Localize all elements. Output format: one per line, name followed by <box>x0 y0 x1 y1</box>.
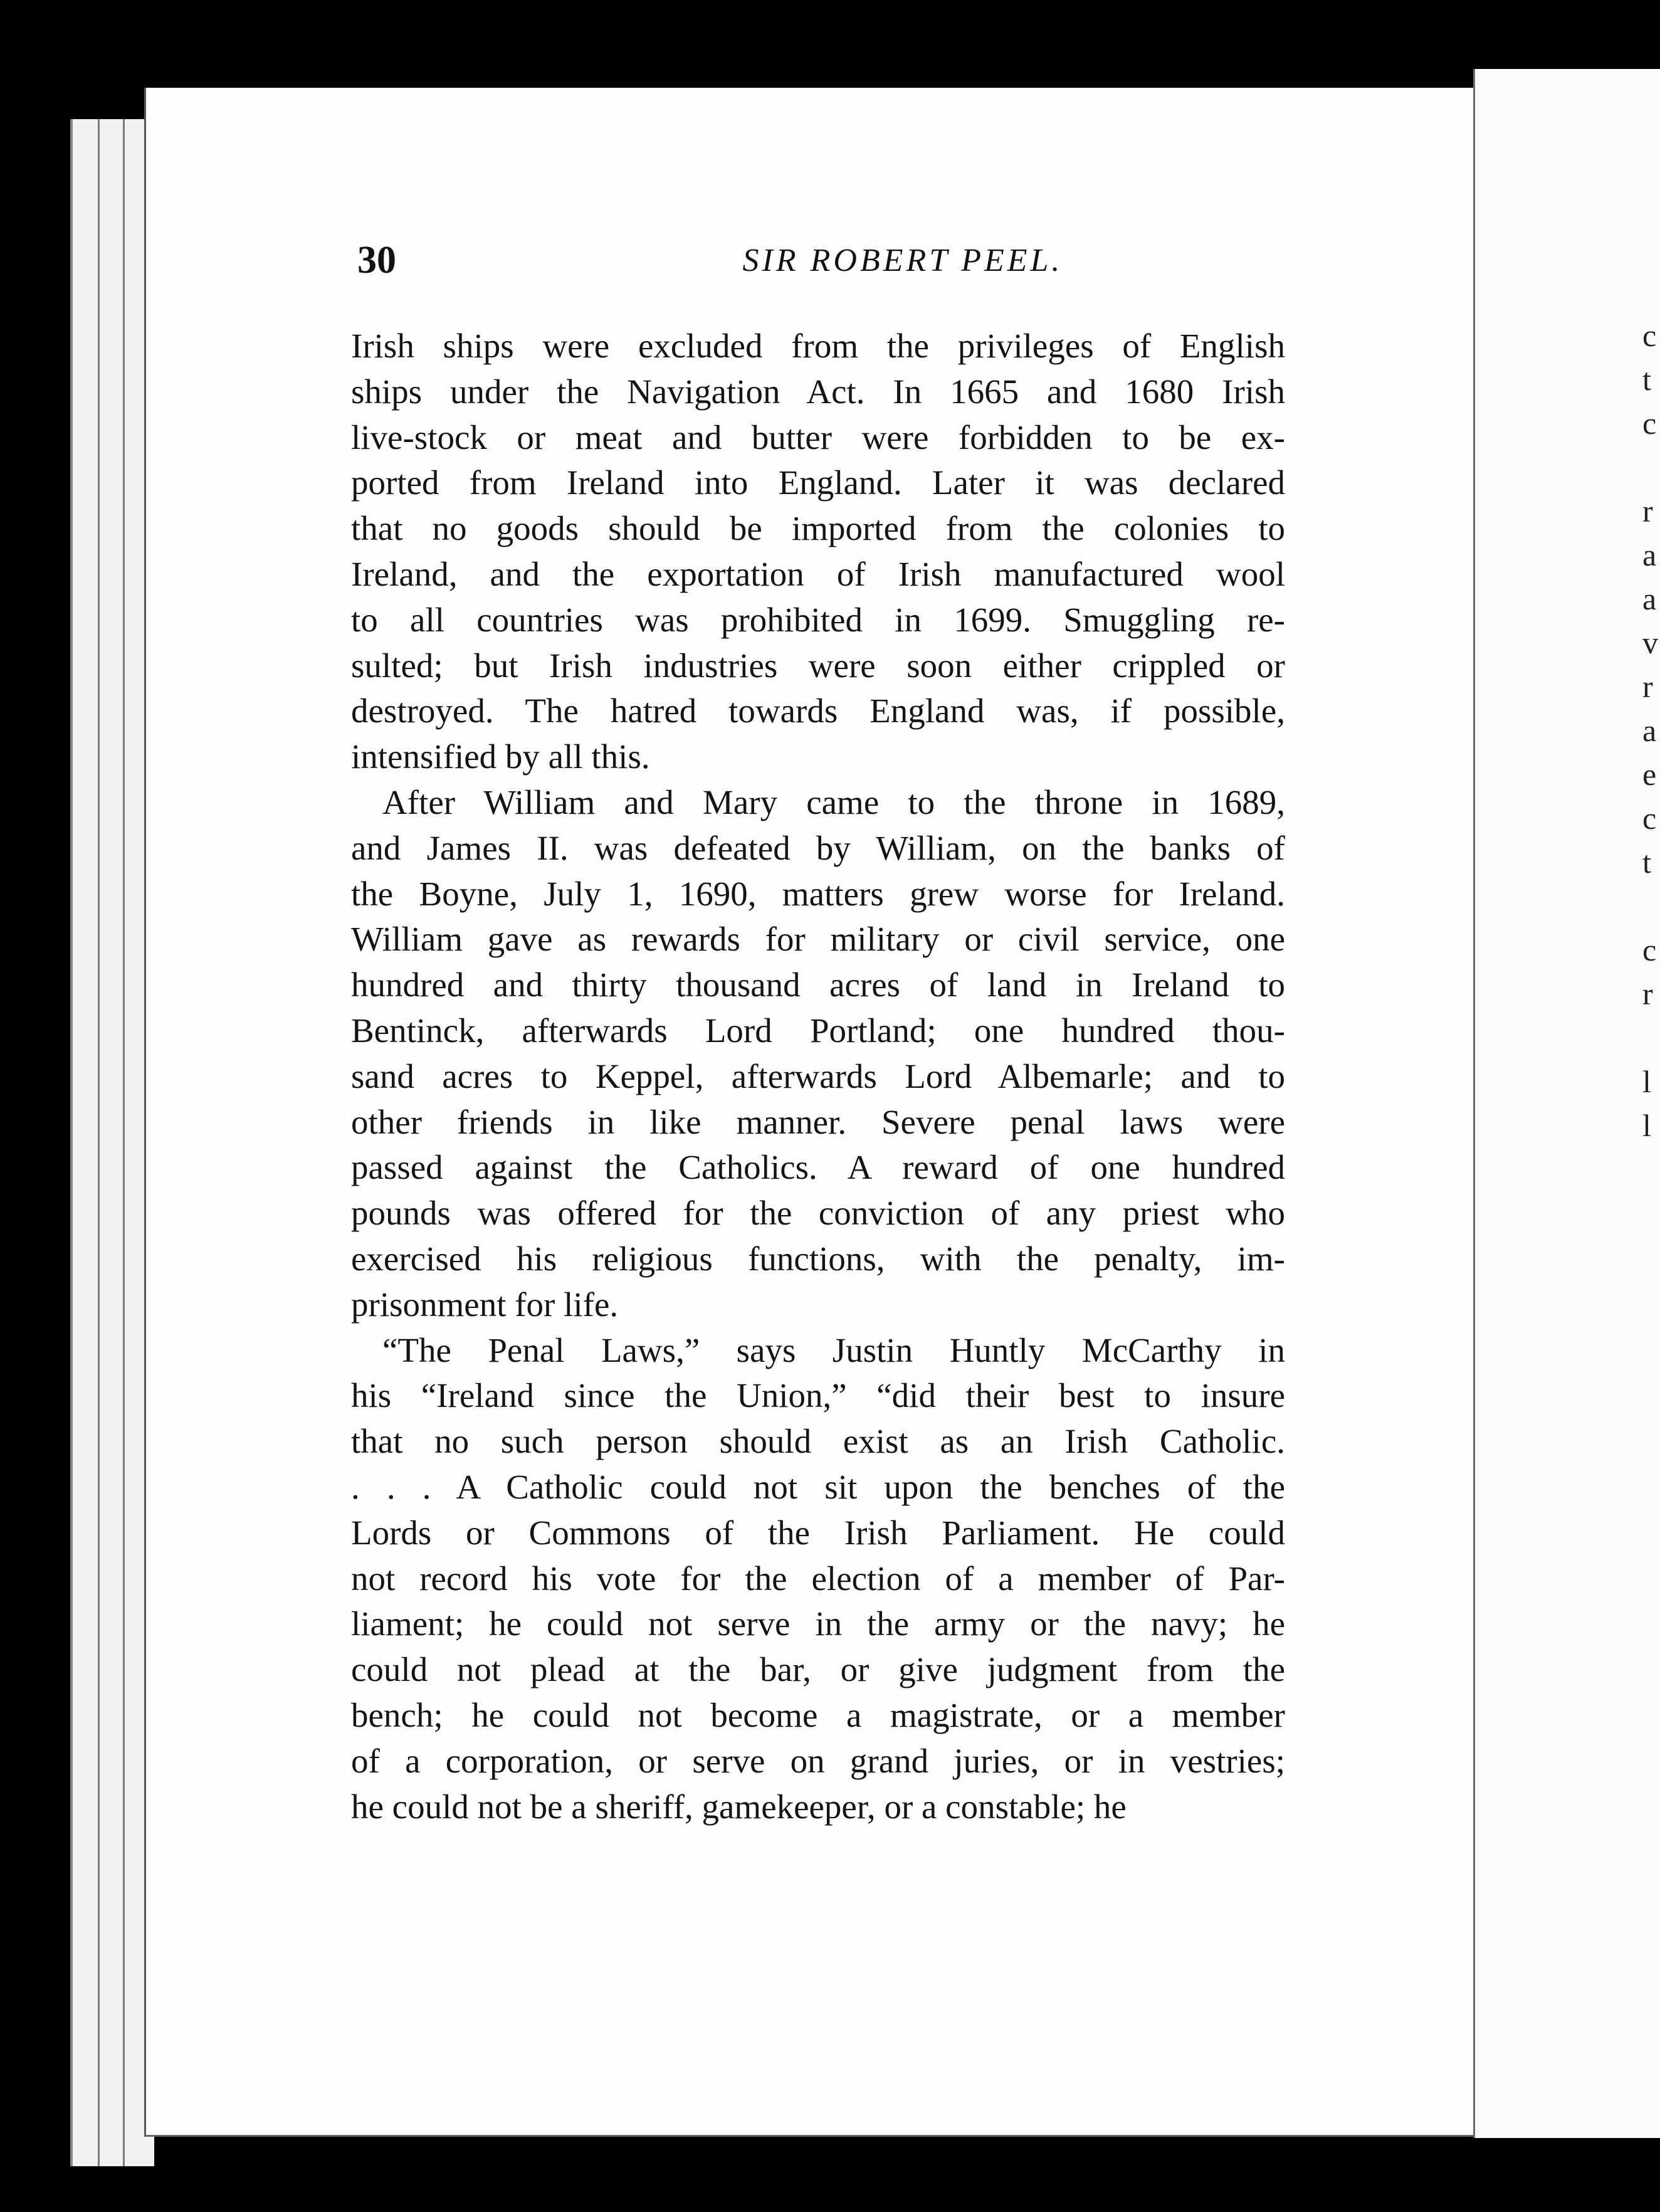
text-line: ships under the Navigation Act. In 1665 and 1680 Irish <box>351 372 1285 411</box>
text-line: of a corporation, or serve on grand juries, or in vestries; <box>351 1741 1285 1780</box>
edge-letter: r <box>1642 669 1653 704</box>
text-line: ported from Ireland into England. Later it was declared <box>351 463 1285 502</box>
text-line: his “Ireland since the Union,” “did their best to insure <box>351 1376 1285 1415</box>
text-line: Irish ships were excluded from the privileges of English <box>351 327 1285 365</box>
spine-line <box>123 119 125 2166</box>
edge-letter: a <box>1642 713 1657 748</box>
edge-letter <box>1642 445 1660 489</box>
text-line: Ireland, and the exportation of Irish manufactured wool <box>351 554 1285 593</box>
edge-letter: r <box>1642 976 1653 1011</box>
text-line: he could not be a sheriff, gamekeeper, or a constable; he <box>351 1787 1127 1826</box>
text-line: Lords or Commons of the Irish Parliament. He could <box>351 1513 1285 1552</box>
text-line: not record his vote for the election of a member of Par- <box>351 1559 1285 1598</box>
text-line: sulted; but Irish industries were soon either crippled or <box>351 646 1285 685</box>
facing-page-edge <box>1473 69 1660 2138</box>
edge-letter <box>1642 884 1660 928</box>
text-line: and James II. was defeated by William, on the banks of <box>351 828 1285 867</box>
text-line: After William and Mary came to the throne in 1689, <box>382 782 1285 821</box>
body-text <box>351 324 1285 1830</box>
edge-letter: a <box>1642 581 1657 616</box>
facing-page-letters <box>1642 313 1660 1147</box>
edge-letter: c <box>1642 318 1657 353</box>
text-line: passed against the Catholics. A reward of one hundred <box>351 1148 1285 1187</box>
page-number: 30 <box>357 239 396 282</box>
book-spine-edge <box>70 119 154 2166</box>
edge-letter: a <box>1642 537 1657 572</box>
edge-letter: r <box>1642 493 1653 529</box>
text-line: exercised his religious functions, with the penalty, im- <box>351 1239 1285 1278</box>
text-line: live-stock or meat and butter were forbidden to be ex- <box>351 418 1285 456</box>
spine-line <box>98 119 100 2166</box>
edge-letter <box>1642 1016 1660 1060</box>
page-header <box>357 238 1285 295</box>
edge-letter: c <box>1642 406 1657 441</box>
edge-letter: l <box>1642 1108 1651 1143</box>
text-line: that no goods should be imported from the colonies to <box>351 509 1285 548</box>
text-line: could not plead at the bar, or give judgment from the <box>351 1650 1285 1689</box>
text-line: pounds was offered for the conviction of any priest who <box>351 1194 1285 1233</box>
text-line: prisonment for life. <box>351 1285 619 1324</box>
edge-letter: t <box>1642 362 1651 397</box>
edge-letter: c <box>1642 932 1657 967</box>
edge-letter: v <box>1642 625 1658 660</box>
text-line: intensified by all this. <box>351 737 650 776</box>
edge-letter: l <box>1642 1064 1651 1099</box>
text-line: to all countries was prohibited in 1699. Smuggling re- <box>351 600 1285 639</box>
edge-letter: t <box>1642 845 1651 880</box>
text-line: William gave as rewards for military or civil service, one <box>351 920 1285 959</box>
text-line: that no such person should exist as an Irish Catholic. <box>351 1422 1285 1461</box>
edge-letter: e <box>1642 757 1657 792</box>
text-line: liament; he could not serve in the army or the navy; he <box>351 1604 1285 1643</box>
text-line: Bentinck, afterwards Lord Portland; one hundred thou- <box>351 1011 1285 1050</box>
text-line: sand acres to Keppel, afterwards Lord Albemarle; and to <box>351 1056 1285 1095</box>
text-line: bench; he could not become a magistrate, or a member <box>351 1695 1285 1734</box>
text-line: hundred and thirty thousand acres of land in Ireland to <box>351 966 1285 1004</box>
text-line: the Boyne, July 1, 1690, matters grew worse for Ireland. <box>351 874 1285 913</box>
text-line: destroyed. The hatred towards England was, if possible, <box>351 692 1285 730</box>
running-title: SIR ROBERT PEEL. <box>742 243 1063 278</box>
text-line: other friends in like manner. Severe penal laws were <box>351 1102 1285 1141</box>
text-line: “The Penal Laws,” says Justin Huntly McCarthy in <box>382 1330 1285 1369</box>
edge-letter: c <box>1642 801 1657 836</box>
text-line: . . . A Catholic could not sit upon the benches of the <box>351 1467 1285 1506</box>
